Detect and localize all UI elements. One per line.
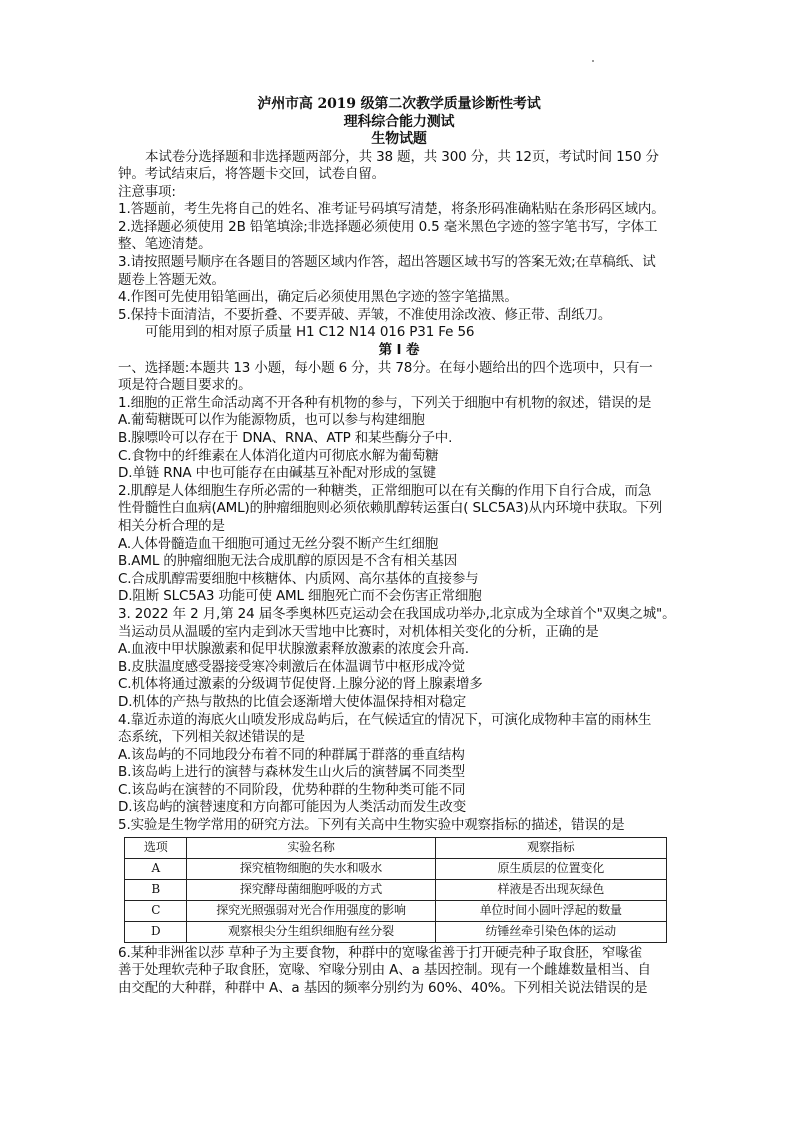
section-desc: 一、选择题:本题共 13 小题，每小题 6 分，共 78分。在每小题给出的四个选项中，只有一 [118,359,653,376]
table-cell: 纺锤丝牵引染色体的运动 [435,921,666,942]
question-2-option: C.合成肌醇需要细胞中核糖体、内质网、高尔基体的直接参与 [118,570,479,587]
subject-title: 生物试题 [371,131,427,147]
question-3-option: A.血液中甲状腺激素和促甲状腺激素释放激素的浓度会升高. [118,641,469,658]
notice-line: 5.保持卡面清洁，不要折叠、不要弄破、弄皱，不准使用涂改液、修正带、刮纸刀。 [118,306,612,323]
intro-line: 钟。考试结束后，将答题卡交回，试卷自留。 [118,166,385,183]
question-2-stem: 性骨髓性白血病(AML)的肿瘤细胞则必须依赖肌醇转运蛋白( SLC5A3)从内环境中获取。下列 [118,500,663,517]
table-row [125,879,667,900]
notice-line: 4.作图可先使用铅笔画出，确定后必须使用黑色字迹的签字笔描黑。 [118,289,518,306]
notice-line: 题卷上答题无效。 [118,271,225,288]
question-2-stem: 2.肌醇是人体细胞生存所必需的一种糖类，正常细胞可以在有关酶的作用下自行合成，而急 [118,482,652,499]
table-row [125,858,667,879]
atomic-masses: 可能用到的相对原子质量 H1 C12 N14 016 P31 Fe 56 [145,324,475,341]
table-cell: A [125,858,187,879]
question-4-stem: 4.靠近赤道的海底火山喷发形成岛屿后，在气候适宜的情况下，可演化成物种丰富的雨林生 [118,711,652,728]
question-3-option: B.皮肤温度感受器接受寒冷刺激后在体温调节中枢形成冷觉 [118,658,466,675]
question-1-option: D.单链 RNA 中也可能存在由碱基互补配对形成的氢键 [118,465,436,482]
question-1-stem: 1.细胞的正常生命活动离不开各种有机物的参与，下列关于细胞中有机物的叙述，错误的是 [118,394,652,411]
table-header: 实验名称 [187,837,435,858]
exam-subtitle: 理科综合能力测试 [343,113,455,130]
question-2-stem: 相关分析合理的是 [118,517,225,534]
question-3-stem: 当运动员从温暖的室内走到冰天雪地中比赛时，对机体相关变化的分析，正确的是 [118,623,599,640]
table-cell: B [125,879,187,900]
question-1-option: B.腺嘌呤可以存在于 DNA、RNA、ATP 和某些酶分子中. [118,430,453,446]
question-2-option: D.阻断 SLC5A3 功能可使 AML 细胞死亡而不会伤害正常细胞 [118,588,482,605]
table-cell: 探究植物细胞的失水和吸水 [187,858,435,879]
question-3-option: D.机体的产热与散热的比值会逐渐增大使体温保持相对稳定 [118,693,467,710]
exam-page [118,96,680,997]
notice-line: 整、笔迹清楚。 [118,236,212,253]
section-title: 第 I 卷 [378,342,420,359]
table-cell: 观察根尖分生组织细胞有丝分裂 [187,921,435,942]
table-header-row [125,837,667,858]
question-6-stem: 善于处理软壳种子取食胚，宽喙、窄喙分别由 A、a 基因控制。现有一个雌雄数量相当、自 [118,962,651,979]
notice-line: 1.答题前，考生先将自己的姓名、准考证号码填写清楚，将条形码准确粘贴在条形码区域内。 [118,201,665,218]
question-1-option: C.食物中的纤维素在人体消化道内可彻底水解为葡萄糖 [118,447,439,464]
table-cell: 探究酵母菌细胞呼吸的方式 [187,879,435,900]
section-desc: 项是符合题目要求的。 [118,377,252,394]
scan-speck [592,60,594,62]
question-4-option: B.该岛屿上进行的演替与森林发生山火后的演替属不同类型 [118,764,466,781]
question-3-stem: 3. 2022 年 2 月,第 24 届冬季奥林匹克运动会在我国成功举办,北京成为全球首个"双奥之城"。 [118,605,676,622]
table-cell: C [125,900,187,921]
table-row [125,921,667,942]
question-6-stem: 由交配的大种群，种群中 A、a 基因的频率分别约为 60%、40%。下列相关说法错误的是 [118,979,648,996]
question-4-stem: 态系统，下列相关叙述错误的是 [118,729,305,746]
question-3-option: C.机体将通过激素的分级调节促使肾.上腺分泌的肾上腺素增多 [118,676,483,693]
question-4-option: C.该岛屿在演替的不同阶段，优势种群的生物种类可能不同 [118,781,466,798]
question-6-stem: 6.某种非洲雀以莎 草种子为主要食物，种群中的宽喙雀善于打开硬壳种子取食胚，窄喙雀 [118,944,643,961]
notice-heading: 注意事项: [118,183,176,200]
table-header: 观察指标 [435,837,666,858]
notice-line: 2.选择题必须使用 2B 铅笔填涂;非选择题必须使用 0.5 毫米黑色字迹的签字笔书写，字体工 [118,218,658,235]
table-cell: 单位时间小圆叶浮起的数量 [435,900,666,921]
table-cell: 探究光照强弱对光合作用强度的影响 [187,900,435,921]
question-2-option: B.AML 的肿瘤细胞无法合成肌醇的原因是不含有相关基因 [118,553,458,570]
question-2-option: A.人体骨髓造血干细胞可通过无丝分裂不断产生红细胞 [118,535,439,552]
experiment-table [124,837,667,943]
table-cell: D [125,921,187,942]
notice-line: 3.请按照题号顺序在各题目的答题区域内作答，超出答题区域书写的答案无效;在草稿纸、试 [118,254,656,271]
intro-line: 本试卷分选择题和非选择题两部分，共 38 题，共 300 分，共 12页，考试时间 150 分 [145,148,659,165]
question-1-option: A.葡萄糖既可以作为能源物质，也可以参与构建细胞 [118,412,425,429]
table-cell: 样液是否出现灰绿色 [435,879,666,900]
table-row [125,900,667,921]
exam-title: 泸州市高 2019 级第二次教学质量诊断性考试 [257,96,541,112]
table-header: 选项 [125,837,187,858]
question-4-option: D.该岛屿的演替速度和方向都可能因为人类活动而发生改变 [118,799,467,816]
question-4-option: A.该岛屿的不同地段分布着不同的种群属于群落的垂直结构 [118,746,465,763]
question-5-stem: 5.实验是生物学常用的研究方法。下列有关高中生物实验中观察指标的描述，错误的是 [118,817,625,834]
table-cell: 原生质层的位置变化 [435,858,666,879]
